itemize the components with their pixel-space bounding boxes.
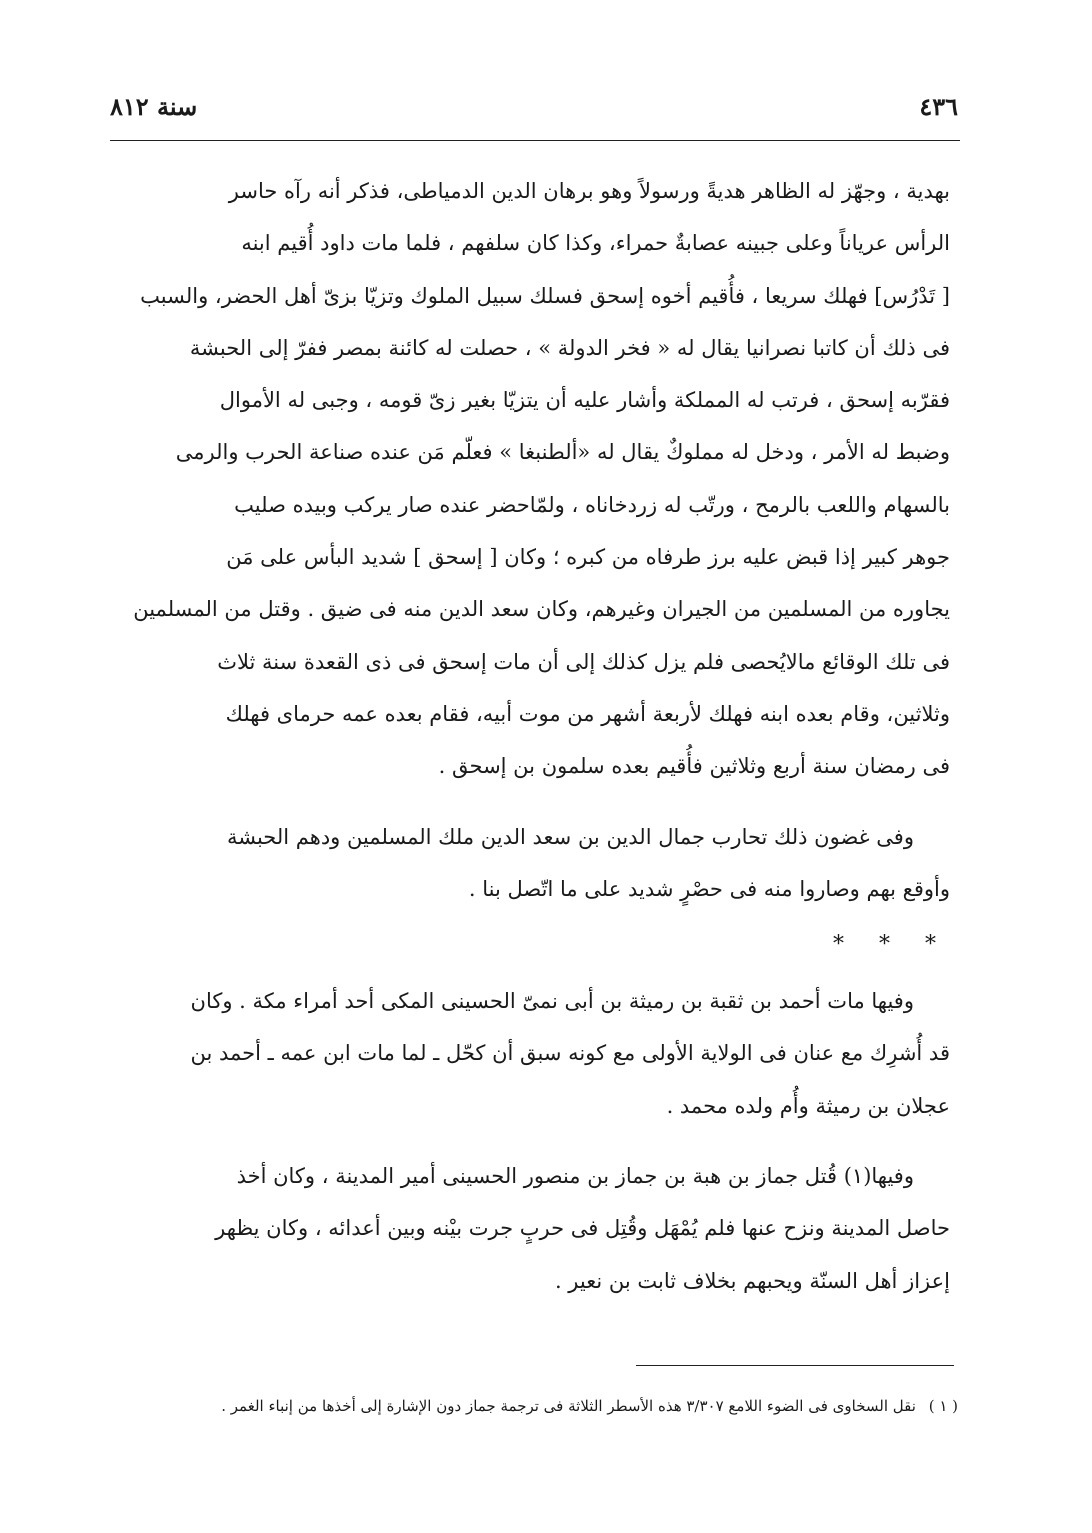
paragraph-habasha: [118, 165, 950, 793]
text-line: يجاوره من المسلمين من الجيران وغيرهم، وكان سعد الدين منه فى ضيق . وقتل من المسلمين: [133, 597, 950, 622]
paragraph-gap: [118, 793, 950, 811]
text-line: وفيها(١) قُتل جماز بن هبة بن جماز بن منصور الحسينى أمير المدينة ، وكان أخذ: [236, 1164, 914, 1189]
paragraph-jammaz: [118, 1150, 950, 1307]
text-line: عجلان بن رميثة وأُم ولده محمد .: [666, 1093, 950, 1118]
footnote-rule: [636, 1365, 954, 1366]
text-line: الرأس عرياناً وعلى جبينه عصابةٌ حمراء، وكذا كان سلفهم ، فلما مات داود أُقيم ابنه: [241, 231, 950, 256]
section-ornament: * * *: [833, 932, 950, 958]
text-line: فى رمضان سنة أربع وثلاثين فأُقيم بعده سلمون بن إسحق .: [438, 754, 950, 779]
paragraph-ghudun: [118, 811, 950, 916]
text-line: فى تلك الوقائع مالايُحصى فلم يزل كذلك إلى أن مات إسحق فى ذى القعدة سنة ثلاث: [217, 649, 950, 674]
header-rule: [110, 140, 960, 141]
text-line: قد أُشرِك مع عنان فى الولاية الأولى مع كونه سبق أن كحّل ـ لما مات ابن عمه ـ أحمد بن: [190, 1041, 950, 1066]
text-line: وأوقع بهم وصاروا منه فى حصْرٍ شديد على ما اتّصل بنا .: [468, 876, 950, 901]
text-line: وثلاثين، وقام بعده ابنه فهلك لأربعة أشهر من موت أبيه، فقام بعده عمه حرماى فهلك: [225, 701, 950, 726]
footnote-text: نقل السخاوى فى الضوء اللامع ٣/٣٠٧ هذه الأسطر الثلاثة فى ترجمة جماز دون الإشارة إلى أخذها من إنباء الغمر .: [221, 1397, 916, 1415]
text-line: وضبط له الأمر ، ودخل له مملوكٌ يقال له «ألطنبغا » فعلّم مَن عنده صناعة الحرب والرمى: [175, 440, 950, 465]
footnote: [110, 1392, 958, 1420]
page-number: ٤٣٦: [919, 92, 958, 121]
text-line: [ تَدْرُس] فهلك سريعا ، فأُقيم أخوه إسحق فسلك سبيل الملوك وتزيّا بزىّ أهل الحضر، والسبب: [140, 283, 950, 308]
page-header: [110, 92, 958, 132]
text-line: إعزاز أهل السنّة ويحبهم بخلاف ثابت بن نعير .: [554, 1268, 950, 1293]
running-head-year: سنة ٨١٢: [110, 92, 198, 121]
paragraph-ahmad-thaqaba: [118, 975, 950, 1132]
text-line: فى ذلك أن كاتبا نصرانيا يقال له « فخر الدولة » ، حصلت له كائنة بمصر ففرّ إلى الحبشة: [189, 335, 950, 360]
paragraph-gap: [118, 1132, 950, 1150]
body-text: [118, 165, 950, 1307]
text-line: حاصل المدينة ونزح عنها فلم يُمْهَل وقُتِل فى حربٍ جرت بيْنه وبين أعدائه ، وكان يظهر: [215, 1216, 950, 1241]
text-line: بهدية ، وجهّز له الظاهر هديةً ورسولاً وهو برهان الدين الدمياطى، فذكر أنه رآه حاسر: [228, 179, 950, 203]
text-line: وفى غضون ذلك تحارب جمال الدين بن سعد الدين ملك المسلمين ودهم الحبشة: [226, 824, 914, 849]
text-line: وفيها مات أحمد بن ثقبة بن رميثة بن أبى نمىّ الحسينى المكى أحد أمراء مكة . وكان: [190, 989, 914, 1014]
text-line: بالسهام واللعب بالرمح ، ورتّب له زردخاناه ، ولمّاحضر عنده صار يركب وبيده صليب: [234, 492, 950, 517]
text-line: فقرّبه إسحق ، فرتب له المملكة وأشار عليه أن يتزيّا بغير زىّ قومه ، وجبى له الأموال: [219, 388, 950, 413]
footnote-marker: ( ١ ): [928, 1397, 958, 1415]
text-line: جوهر كبير إذا قبض عليه برز طرفاه من كبره ؛ وكان [ إسحق ] شديد البأس على مَن: [226, 545, 950, 570]
